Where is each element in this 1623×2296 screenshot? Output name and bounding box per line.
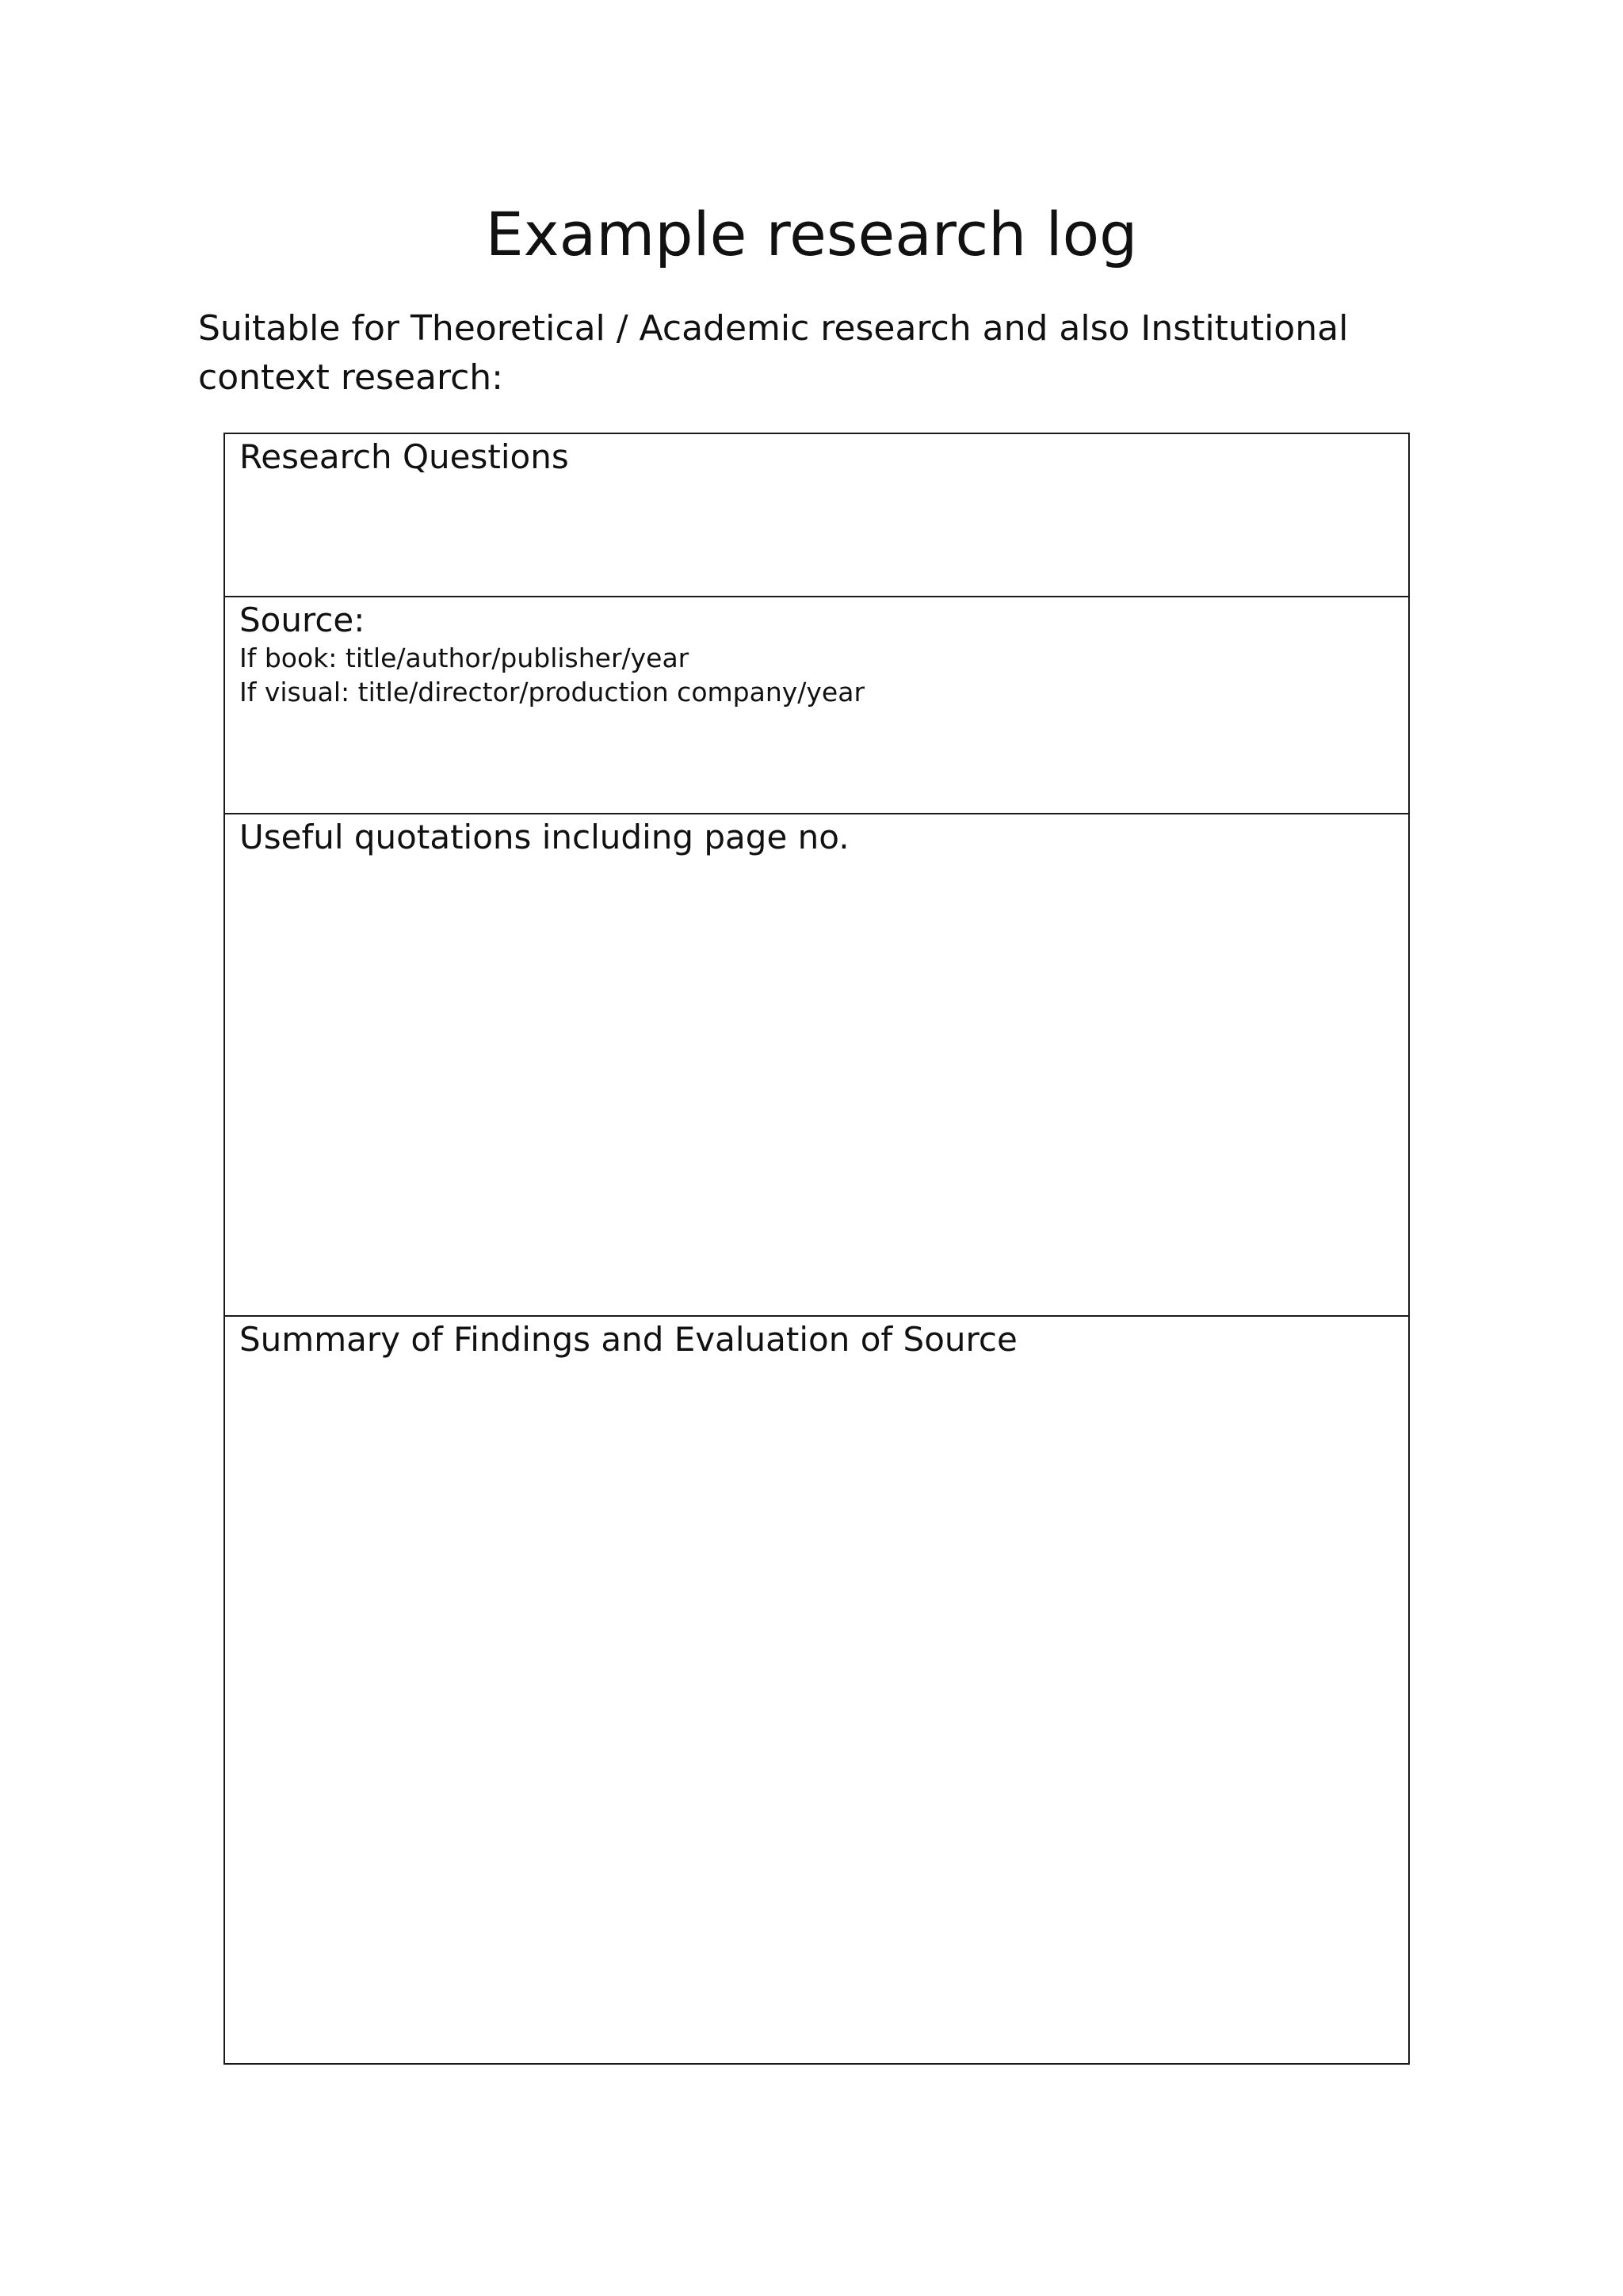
summary-label: Summary of Findings and Evaluation of Source (239, 1320, 1018, 1359)
page-title: Example research log (485, 199, 1138, 269)
source-visual-note: If visual: title/director/production company/year (239, 677, 865, 707)
research-log-table (223, 433, 1410, 2065)
summary-cell[interactable] (225, 1317, 1408, 2065)
source-cell[interactable] (225, 597, 1408, 814)
research-questions-cell[interactable] (225, 434, 1408, 597)
source-label: Source: (239, 601, 365, 639)
source-book-note: If book: title/author/publisher/year (239, 643, 689, 673)
intro-text: Suitable for Theoretical / Academic research and also Institutional context research: (198, 308, 1349, 398)
quotations-label: Useful quotations including page no. (239, 818, 850, 856)
research-questions-label: Research Questions (239, 437, 569, 476)
quotations-cell[interactable] (225, 814, 1408, 1317)
